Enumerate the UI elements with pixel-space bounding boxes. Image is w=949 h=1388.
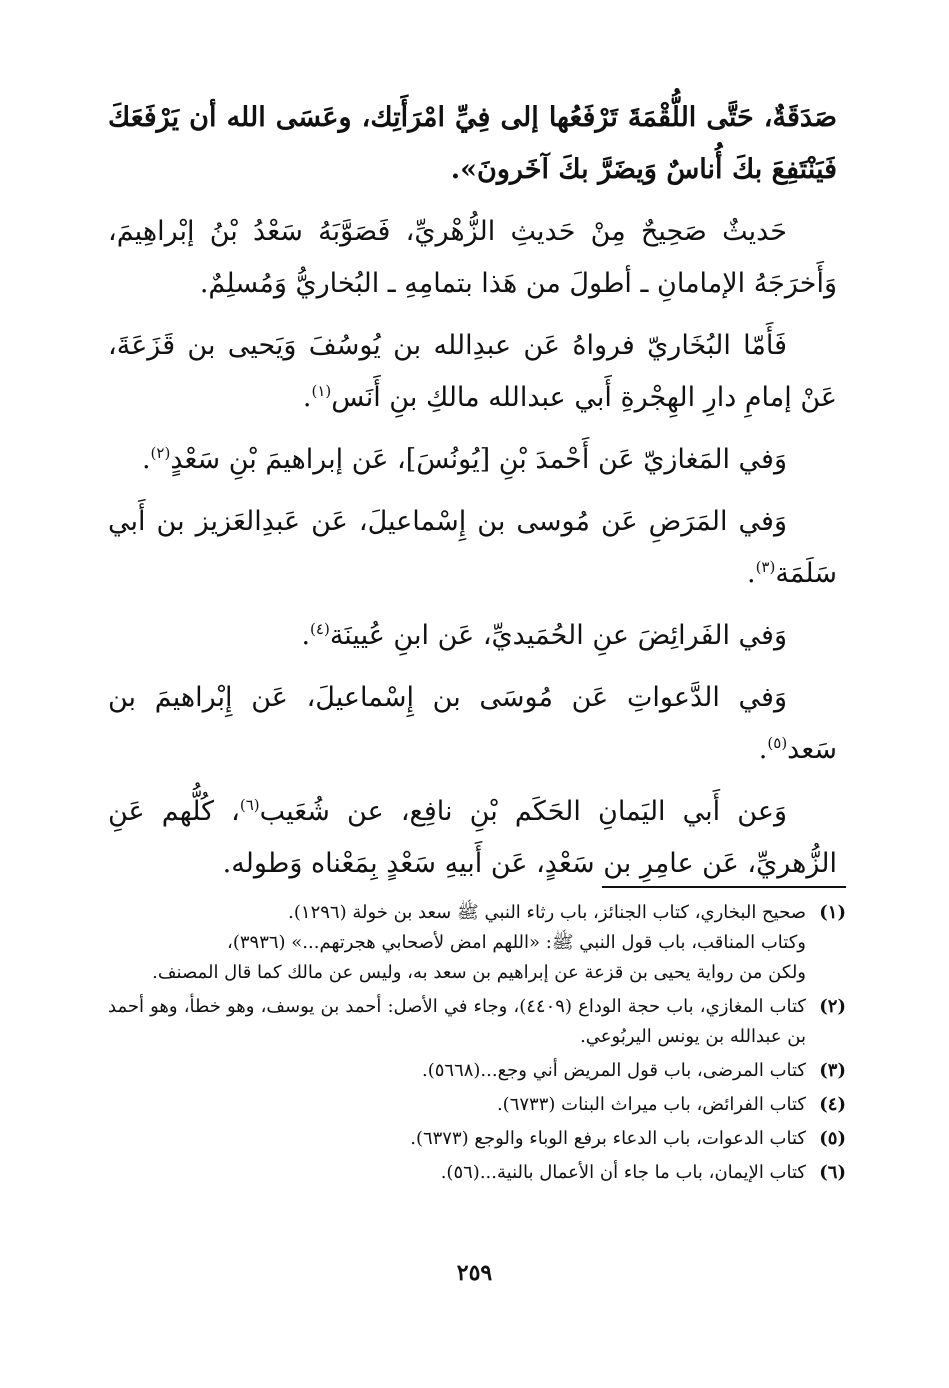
- marad-text: وَفي المَرَضِ عَن مُوسى بن إِسْماعيلَ، عَن عَبدِالعَزيز بن أَبي سَلَمَة: [108, 506, 837, 589]
- footnote-number: (٥): [819, 1128, 846, 1149]
- iman-text-a: وَعن أَبي اليَمانِ الحَكَم بْنِ نافِع، عن شُعَيب: [259, 796, 788, 827]
- footnote-line: وكتاب المناقب، باب قول النبي ﷺ: «اللهم امض لأصحابي هجرتهم...» (٣٩٣٦)،: [227, 932, 806, 953]
- footnote-number: (٤): [819, 1094, 846, 1115]
- footnote-text: [108, 1158, 806, 1188]
- footnote-number: (٦): [819, 1162, 846, 1183]
- footnote-ref-3[interactable]: (٣): [755, 558, 776, 576]
- footnote-text: [108, 1056, 806, 1086]
- footnote-1: [108, 898, 846, 988]
- daawat-text: وَفي الدَّعواتِ عَن مُوسَى بن إِسْماعيلَ، عَن إِبْراهيمَ بن سَعد: [108, 682, 837, 765]
- footnote-ref-5[interactable]: (٥): [767, 734, 788, 752]
- paragraph-daawat: وَفي الدَّعواتِ عَن مُوسَى بن إِسْماعيلَ، عَن إِبْراهيمَ بن سَعد$^{(٥)}$.: [108, 682, 837, 765]
- footnote-number: (٢): [819, 996, 846, 1017]
- footnote-number: (١): [819, 902, 846, 923]
- footnote-4: [108, 1090, 846, 1120]
- footnote-line: كتاب الفرائض، باب ميراث البنات (٦٧٣٣).: [496, 1094, 806, 1115]
- footnote-ref-1[interactable]: (١): [311, 382, 332, 400]
- bukhari-text: فَأَمّا البُخَاريّ فرواهُ عَن عبدِالله بن يُوسُفَ وَيَحيى بن قَزَعَةَ، عَنْ إمامِ دارِ الهِجْرةِ أَبي عبدالله مالكِ بنِ أَنَس: [108, 330, 837, 413]
- iman-text-b: ، كُلُّهم عَنِ الزُّهريِّ، عَن عامِرِ بن سَعْدٍ، عَن أَبيهِ سَعْدٍ بِمَعْناه وَطوله.: [108, 796, 837, 879]
- footnote-line: كتاب الإيمان، باب ما جاء أن الأعمال بالنية...(٥٦).: [440, 1162, 806, 1183]
- footnote-line: ولكن من رواية يحيى بن قزعة عن إبراهيم بن سعد به، وليس عن مالك كما قال المصنف.: [152, 962, 806, 983]
- paragraph-maghazi: وَفي المَغازيّ عَن أَحْمدَ بْنِ [يُونُسَ]، عَن إبراهيمَ بْنِ سَعْدٍ$^{(٢)}$.: [141, 444, 787, 475]
- hadith-text: صَدَقَةٌ، حَتَّى اللُّقْمَةَ تَرْفَعُها إلى فِيِّ امْرَأَتِك، وعَسَى الله أن يَرْفَعَكَ فَيَنْتَفِعَ بكَ أُناسٌ وَيضَرَّ بكَ آخَرونَ».: [108, 102, 837, 185]
- footnote-3: [108, 1056, 846, 1086]
- footnote-text: [108, 898, 806, 988]
- paragraph-grading: [108, 206, 837, 310]
- paragraph-bukhari: فَأَمّا البُخَاريّ فرواهُ عَن عبدِالله بن يُوسُفَ وَيَحيى بن قَزَعَةَ، عَنْ إمامِ دارِ الهِجْرةِ أَبي عبدالله مالكِ بنِ أَنَس$^{(١)}$.: [108, 330, 837, 413]
- footnote-ref-2[interactable]: (٢): [150, 444, 171, 462]
- footnote-line: كتاب المرضى، باب قول المريض أني وجع...(٥٦٦٨).: [421, 1060, 806, 1081]
- footnote-text: [108, 992, 806, 1052]
- footnote-ref-6[interactable]: (٦): [239, 796, 260, 814]
- footnote-5: [108, 1124, 846, 1154]
- footnote-number: (٣): [819, 1060, 846, 1081]
- paragraph-hadith-end: [108, 92, 837, 196]
- maghazi-text: وَفي المَغازيّ عَن أَحْمدَ بْنِ [يُونُسَ]، عَن إبراهيمَ بْنِ سَعْدٍ: [170, 444, 787, 475]
- footnote-ref-4[interactable]: (٤): [310, 620, 330, 638]
- footnote-text: [108, 1124, 806, 1154]
- footnote-line: صحيح البخاري، كتاب الجنائز، باب رثاء النبي ﷺ سعد بن خولة (١٢٩٦).: [288, 902, 806, 923]
- paragraph-faraid: وَفي الفَرائِضَ عنِ الحُمَيديِّ، عَن ابنِ عُيينَة$^{(٤)}$.: [301, 620, 787, 651]
- main-text: [108, 92, 837, 900]
- footnote-text: [108, 1090, 806, 1120]
- footnote-2: [108, 992, 846, 1052]
- paragraph-marad: وَفي المَرَضِ عَن مُوسى بن إِسْماعيلَ، عَن عَبدِالعَزيز بن أَبي سَلَمَة$^{(٣)}$.: [108, 506, 837, 589]
- paragraph-iman: [108, 786, 837, 890]
- page-number: ٢٥٩: [456, 1260, 493, 1286]
- grading-text: حَديثٌ صَحِيحٌ مِنْ حَديثِ الزُّهْريِّ، فَصَوَّبَهُ سَعْدُ بْنُ إبْراهِيمَ، وَأَخرَجَهُ الإمامانِ ـ أطولَ من هَذا بتمامِهِ ـ البُخاريُّ وَمُسلِمٌ.: [108, 216, 837, 299]
- faraid-text: وَفي الفَرائِضَ عنِ الحُمَيديِّ، عَن ابنِ عُيينَة: [329, 620, 787, 651]
- footnote-divider: [602, 886, 846, 888]
- footnote-line: كتاب المغازي، باب حجة الوداع (٤٤٠٩)، وجاء في الأصل: أحمد بن يوسف، وهو خطأ، وهو أحمد بن عبدالله بن يونس اليربُوعي.: [108, 996, 806, 1047]
- footnotes: [108, 898, 846, 1192]
- footnote-6: [108, 1158, 846, 1188]
- footnote-line: كتاب الدعوات، باب الدعاء برفع الوباء والوجع (٦٣٧٣).: [410, 1128, 806, 1149]
